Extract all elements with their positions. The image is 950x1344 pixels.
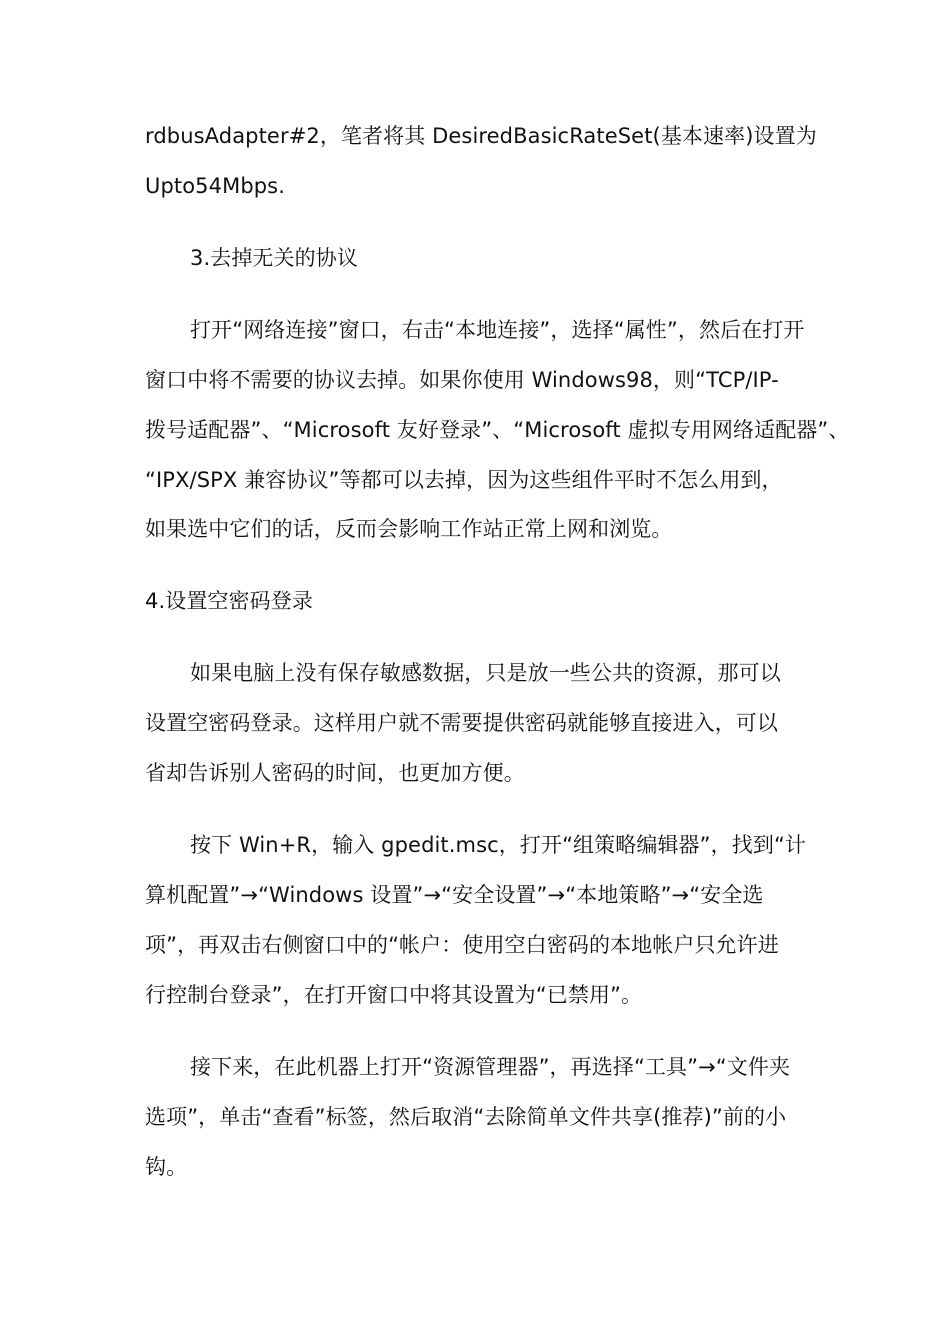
paragraph-line: 如果选中它们的话，反而会影响工作站正常上网和浏览。 (145, 517, 673, 541)
paragraph-line: 设置空密码登录。这样用户就不需要提供密码就能够直接进入，可以 (145, 711, 778, 735)
paragraph-line: 项”，再双击右侧窗口中的“帐户：使用空白密码的本地帐户只允许进 (145, 933, 779, 957)
paragraph-line: 接下来，在此机器上打开“资源管理器”，再选择“工具”→“文件夹 (190, 1055, 791, 1079)
paragraph-line: 窗口中将不需要的协议去掉。如果你使用 Windows98，则“TCP/IP- (145, 368, 779, 392)
paragraph-line: 按下 Win+R，输入 gpedit.msc，打开“组策略编辑器”，找到“计 (190, 833, 807, 857)
paragraph-line: 算机配置”→“Windows 设置”→“安全设置”→“本地策略”→“安全选 (145, 883, 764, 907)
paragraph-line: 省却告诉别人密码的时间，也更加方便。 (145, 761, 525, 785)
paragraph-line: “IPX/SPX 兼容协议”等都可以去掉，因为这些组件平时不怎么用到， (145, 468, 783, 492)
paragraph-line: Upto54Mbps. (145, 174, 285, 198)
paragraph-line: 选项”，单击“查看”标签，然后取消“去除简单文件共享(推荐)”前的小 (145, 1105, 787, 1129)
paragraph-line: rdbusAdapter#2，笔者将其 DesiredBasicRateSet(基本速率)设置为 (145, 124, 817, 148)
section-heading: 4.设置空密码登录 (145, 589, 313, 613)
paragraph-line: 拨号适配器”、“Microsoft 友好登录”、“Microsoft 虚拟专用网络适配器”、 (145, 418, 850, 442)
paragraph-line: 打开“网络连接”窗口，右击“本地连接”，选择“属性”，然后在打开 (190, 318, 805, 342)
section-heading: 3.去掉无关的协议 (190, 246, 358, 270)
paragraph-line: 钩。 (145, 1155, 188, 1179)
paragraph-line: 如果电脑上没有保存敏感数据，只是放一些公共的资源，那可以 (190, 661, 781, 685)
paragraph-line: 行控制台登录”，在打开窗口中将其设置为“已禁用”。 (145, 983, 643, 1007)
